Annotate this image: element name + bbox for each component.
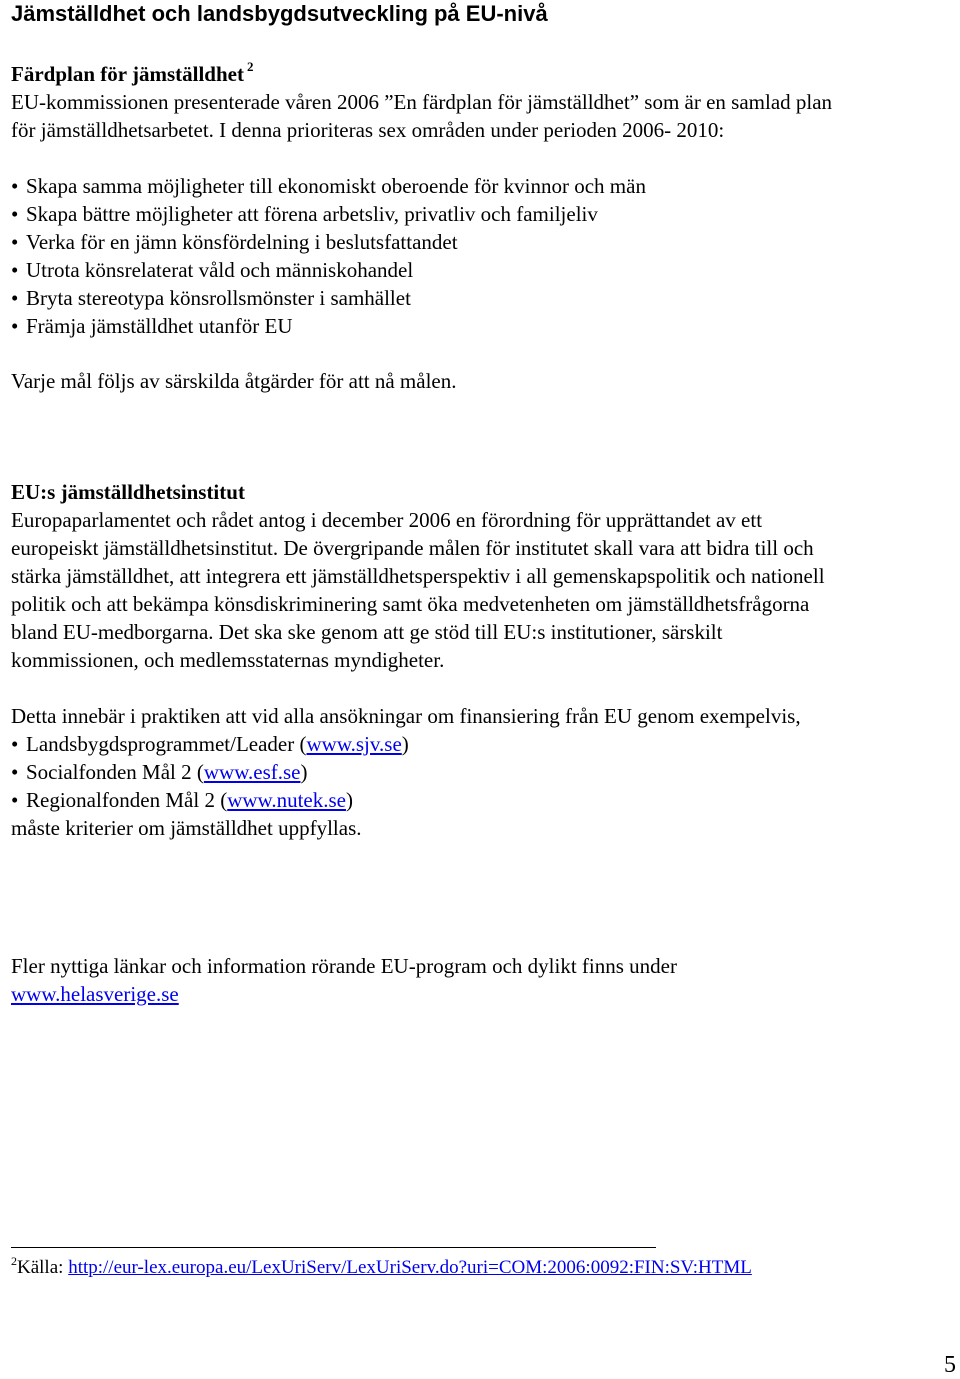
list-item: [11, 172, 646, 200]
page-number: 5: [944, 1352, 956, 1378]
page-title: Jämställdhet och landsbygdsutveckling på EU-nivå: [11, 1, 548, 26]
program-name: Landsbygdsprogrammet/Leader (: [26, 732, 307, 756]
list-item-text: Främja jämställdhet utanför EU: [26, 314, 293, 338]
list-item-text: Utrota könsrelaterat våld och människohandel: [26, 258, 414, 282]
body-line: europeiskt jämställdhetsinstitut. De övergripande målen för institutet skall vara att bidra till och: [11, 536, 814, 560]
list-item: [11, 228, 458, 256]
list-item-text: Bryta stereotypa könsrollsmönster i samhället: [26, 286, 411, 310]
bullet-icon: •: [11, 732, 19, 756]
list-item-text: Verka för en jämn könsfördelning i beslutsfattandet: [26, 230, 458, 254]
section-heading-text: Färdplan för jämställdhet: [11, 62, 244, 86]
footnote-ref[interactable]: 2: [246, 59, 254, 74]
bullet-icon: •: [11, 202, 19, 226]
bullet-icon: •: [11, 788, 19, 812]
footnote: [11, 1256, 752, 1281]
program-name: Socialfonden Mål 2 (: [26, 760, 204, 784]
bullet-icon: •: [11, 230, 19, 254]
program-suffix: ): [300, 760, 308, 784]
intro-line-2: för jämställdhetsarbetet. I denna prioriteras sex områden under perioden 2006- 2010:: [11, 118, 725, 142]
list-item: [11, 200, 598, 228]
footnote-divider: [11, 1247, 656, 1248]
more-links-text: Fler nyttiga länkar och information rörande EU-program och dylikt finns under: [11, 954, 677, 978]
list-item-text: Skapa samma möjligheter till ekonomiskt oberoende för kvinnor och män: [26, 174, 646, 198]
section-heading-institut: EU:s jämställdhetsinstitut: [11, 480, 245, 504]
practice-outro: måste kriterier om jämställdhet uppfyllas.: [11, 816, 362, 840]
program-suffix: ): [345, 788, 353, 812]
program-item-socialfonden: [11, 758, 308, 786]
practice-intro: Detta innebär i praktiken att vid alla ansökningar om finansiering från EU genom exempelvis,: [11, 704, 801, 728]
intro-line-1: EU-kommissionen presenterade våren 2006 ”En färdplan för jämställdhet” som är en samlad plan: [11, 90, 833, 114]
footnote-number: 2: [11, 1254, 17, 1268]
closing-sentence: Varje mål följs av särskilda åtgärder för att nå målen.: [11, 369, 457, 393]
bullet-icon: •: [11, 286, 19, 310]
link-esf[interactable]: www.esf.se: [203, 760, 301, 784]
program-name: Regionalfonden Mål 2 (: [26, 788, 228, 812]
footnote-label: Källa:: [17, 1257, 69, 1278]
bullet-icon: •: [11, 760, 19, 784]
section-heading-fardplan: [11, 60, 253, 91]
list-item-text: Skapa bättre möjligheter att förena arbetsliv, privatliv och familjeliv: [26, 202, 598, 226]
list-item: [11, 312, 293, 340]
list-item: [11, 284, 411, 312]
bullet-icon: •: [11, 258, 19, 282]
list-item: [11, 256, 413, 284]
body-line: politik och att bekämpa könsdiskriminering samt öka medvetenheten om jämställdhetsfrågorna: [11, 592, 810, 616]
link-helasverige[interactable]: www.helasverige.se: [11, 982, 179, 1006]
bullet-icon: •: [11, 314, 19, 338]
body-line: bland EU-medborgarna. Det ska ske genom att ge stöd till EU:s institutioner, särskilt: [11, 620, 723, 644]
bullet-icon: •: [11, 174, 19, 198]
footnote-link[interactable]: http://eur-lex.europa.eu/LexUriServ/LexUriServ.do?uri=COM:2006:0092:FIN:SV:HTML: [68, 1257, 752, 1278]
link-sjv[interactable]: www.sjv.se: [306, 732, 402, 756]
body-line: stärka jämställdhet, att integrera ett jämställdhetsperspektiv i all gemenskapspolitik och nationell: [11, 564, 825, 588]
more-links-line: [11, 980, 179, 1008]
program-suffix: ): [401, 732, 409, 756]
link-nutek[interactable]: www.nutek.se: [227, 788, 346, 812]
program-item-landsbygd: [11, 730, 409, 758]
program-item-regionalfonden: [11, 786, 353, 814]
body-line: Europaparlamentet och rådet antog i december 2006 en förordning för upprättandet av ett: [11, 508, 763, 532]
body-line: kommissionen, och medlemsstaternas myndigheter.: [11, 648, 445, 672]
